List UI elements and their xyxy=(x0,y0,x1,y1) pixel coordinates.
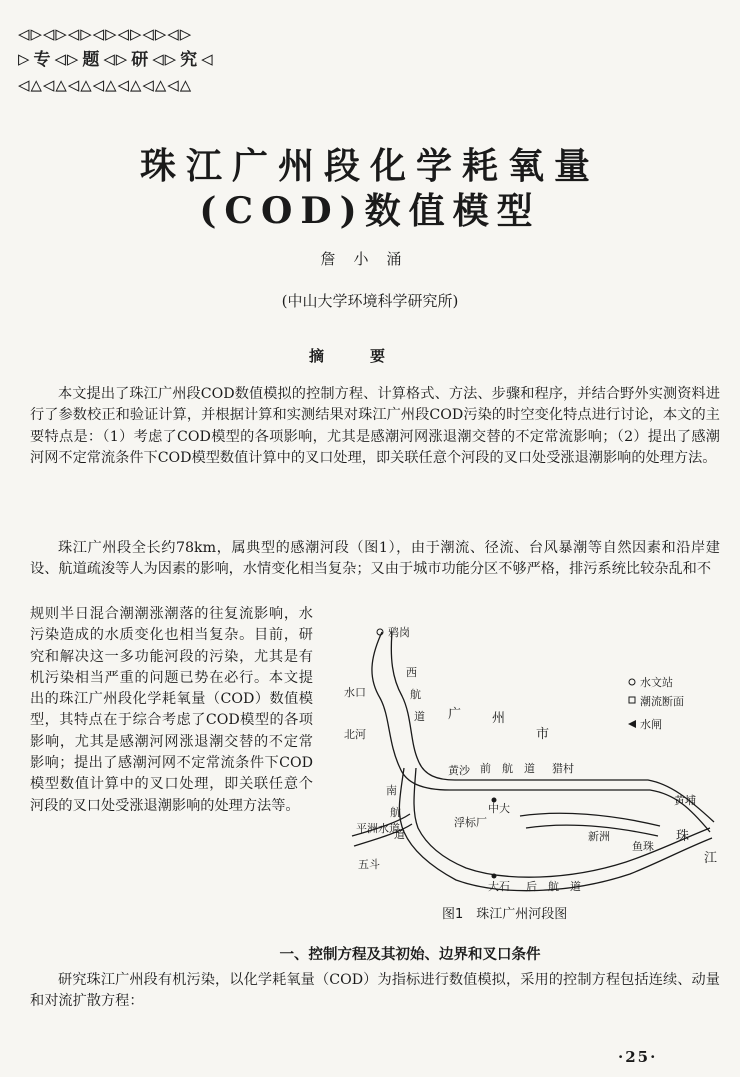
banner-label-yan: 研 xyxy=(131,50,150,70)
label-yuzhu: 鱼珠 xyxy=(632,840,654,853)
label-shi: 市 xyxy=(536,727,550,742)
legend-sluice: 水闸 xyxy=(640,718,662,731)
label-south-nan: 南 xyxy=(386,784,397,797)
sluice-icon xyxy=(628,720,636,728)
label-huangpu: 黄埔 xyxy=(674,794,696,807)
banner-label-ti: 题 xyxy=(82,50,101,70)
label-zhu: 珠 xyxy=(676,829,690,844)
station-marker xyxy=(377,629,383,635)
banner-label-jiu: 究 xyxy=(180,50,199,70)
label-front-dao: 道 xyxy=(524,762,535,775)
legend-tide-section: 潮流断面 xyxy=(640,695,684,708)
banner-deco: ◁▷ xyxy=(54,48,80,70)
banner-deco: ▷ xyxy=(18,48,31,70)
label-south-hang: 航 xyxy=(390,806,401,819)
map-legend xyxy=(628,675,684,731)
label-rear-dao: 道 xyxy=(570,880,581,893)
station-marker xyxy=(492,874,497,879)
banner-row-bottom: ◁△◁△◁△◁△◁△◁△◁△ xyxy=(18,74,193,96)
label-shuikou: 水口 xyxy=(344,686,366,699)
abstract-heading: 摘要 xyxy=(308,347,431,365)
tide-section-icon xyxy=(629,697,635,703)
figure-caption: 图1 珠江广州河段图 xyxy=(442,907,568,922)
intro-paragraph: 珠江广州段全长约78km，属典型的感潮河段（图1），由于潮流、径流、台风暴潮等自然因素和沿岸建设、航道疏浚等人为因素的影响，水情变化相当复杂；又由于城市功能分区不够严格，排污系统比较杂乱和不 xyxy=(30,540,720,578)
label-zhongda: 中大 xyxy=(488,802,510,815)
banner-deco: ◁▷ xyxy=(152,48,178,70)
legend-hydrology-station: 水文站 xyxy=(640,676,673,689)
banner-row-middle xyxy=(18,47,214,73)
label-rear-hou: 后 xyxy=(526,880,537,893)
banner-deco: ◁▷ xyxy=(103,48,129,70)
label-pingzhou: 平洲水道 xyxy=(356,822,400,835)
label-front-hang: 航 xyxy=(502,762,513,775)
section1-paragraph: 研究珠江广州段有机污染，以化学耗氧量（COD）为指标进行数值模拟，采用的控制方程包括连续、动量和对流扩散方程： xyxy=(30,972,720,1010)
label-wudou: 五斗 xyxy=(358,858,380,871)
label-xi: 西 xyxy=(406,666,417,679)
banner-deco: ◁ xyxy=(201,48,214,70)
label-dashi: 大石 xyxy=(488,880,510,893)
label-rear-hang: 航 xyxy=(548,880,559,893)
label-west-hang: 航 xyxy=(410,688,421,701)
label-beihe: 北河 xyxy=(344,728,366,741)
label-guang: 广 xyxy=(448,707,462,722)
river-map-figure xyxy=(330,618,730,934)
banner-label-zhuan: 专 xyxy=(33,50,52,70)
label-jiang: 江 xyxy=(704,851,718,866)
author-name: 詹小涌 xyxy=(320,250,420,268)
author-affiliation: (中山大学环境科学研究所) xyxy=(281,292,459,310)
label-huangsha: 黄沙 xyxy=(448,764,470,777)
section-banner xyxy=(18,22,214,98)
intro-paragraph-continued: 规则半日混合潮潮涨潮落的往复流影响，水污染造成的水质变化也相当复杂。目前，研究和解决这一多功能河段的污染，尤其是有机污染相当严重的问题已势在必行。本文提出的珠江广州段化学耗氧量（COD）数值模型，其特点在于综合考虑了COD模型的各项影响，尤其是感潮河网涨退潮交替的不定常影响；提出了感潮河网不定常流条件下COD模型数值计算中的叉口处理，即关联任意个河段的叉口处受涨退潮影响的处理方法等。 xyxy=(30,606,313,814)
label-yagang: 鸦岗 xyxy=(388,626,410,639)
label-xinzhou: 新洲 xyxy=(588,830,610,843)
label-front-qian: 前 xyxy=(480,762,491,775)
hydrology-station-icon xyxy=(629,679,635,685)
paper-title-line1: 珠江广州段化学耗氧量 xyxy=(139,145,600,187)
map-labels xyxy=(344,625,717,893)
label-south-dao: 道 xyxy=(394,828,405,841)
banner-row-top: ◁▷◁▷◁▷◁▷◁▷◁▷◁▷ xyxy=(18,23,193,45)
label-futai: 浮标厂 xyxy=(454,816,487,829)
section-heading-1: 一、控制方程及其初始、边界和叉口条件 xyxy=(279,946,541,963)
label-lieshi: 猎村 xyxy=(552,762,574,775)
page-number: ·25· xyxy=(618,1048,658,1066)
label-west-dao: 道 xyxy=(414,710,425,723)
label-zhou: 州 xyxy=(492,711,506,726)
paper-title-line2: (COD)数值模型 xyxy=(199,190,541,232)
abstract-text: 本文提出了珠江广州段COD数值模拟的控制方程、计算格式、方法、步骤和程序，并结合野外实测资料进行了参数校正和验证计算，并根据计算和实测结果对珠江广州段COD污染的时空变化特点进行讨论，本文的主要特点是：（1）考虑了COD模型的各项影响，尤其是感潮河网涨退潮交替的不定常流影响；（2）提出了感潮河网不定常流条件下COD模型数值计算中的叉口处理，即关联任意个河段的叉口处受涨退潮影响的处理方法。 xyxy=(30,386,720,466)
